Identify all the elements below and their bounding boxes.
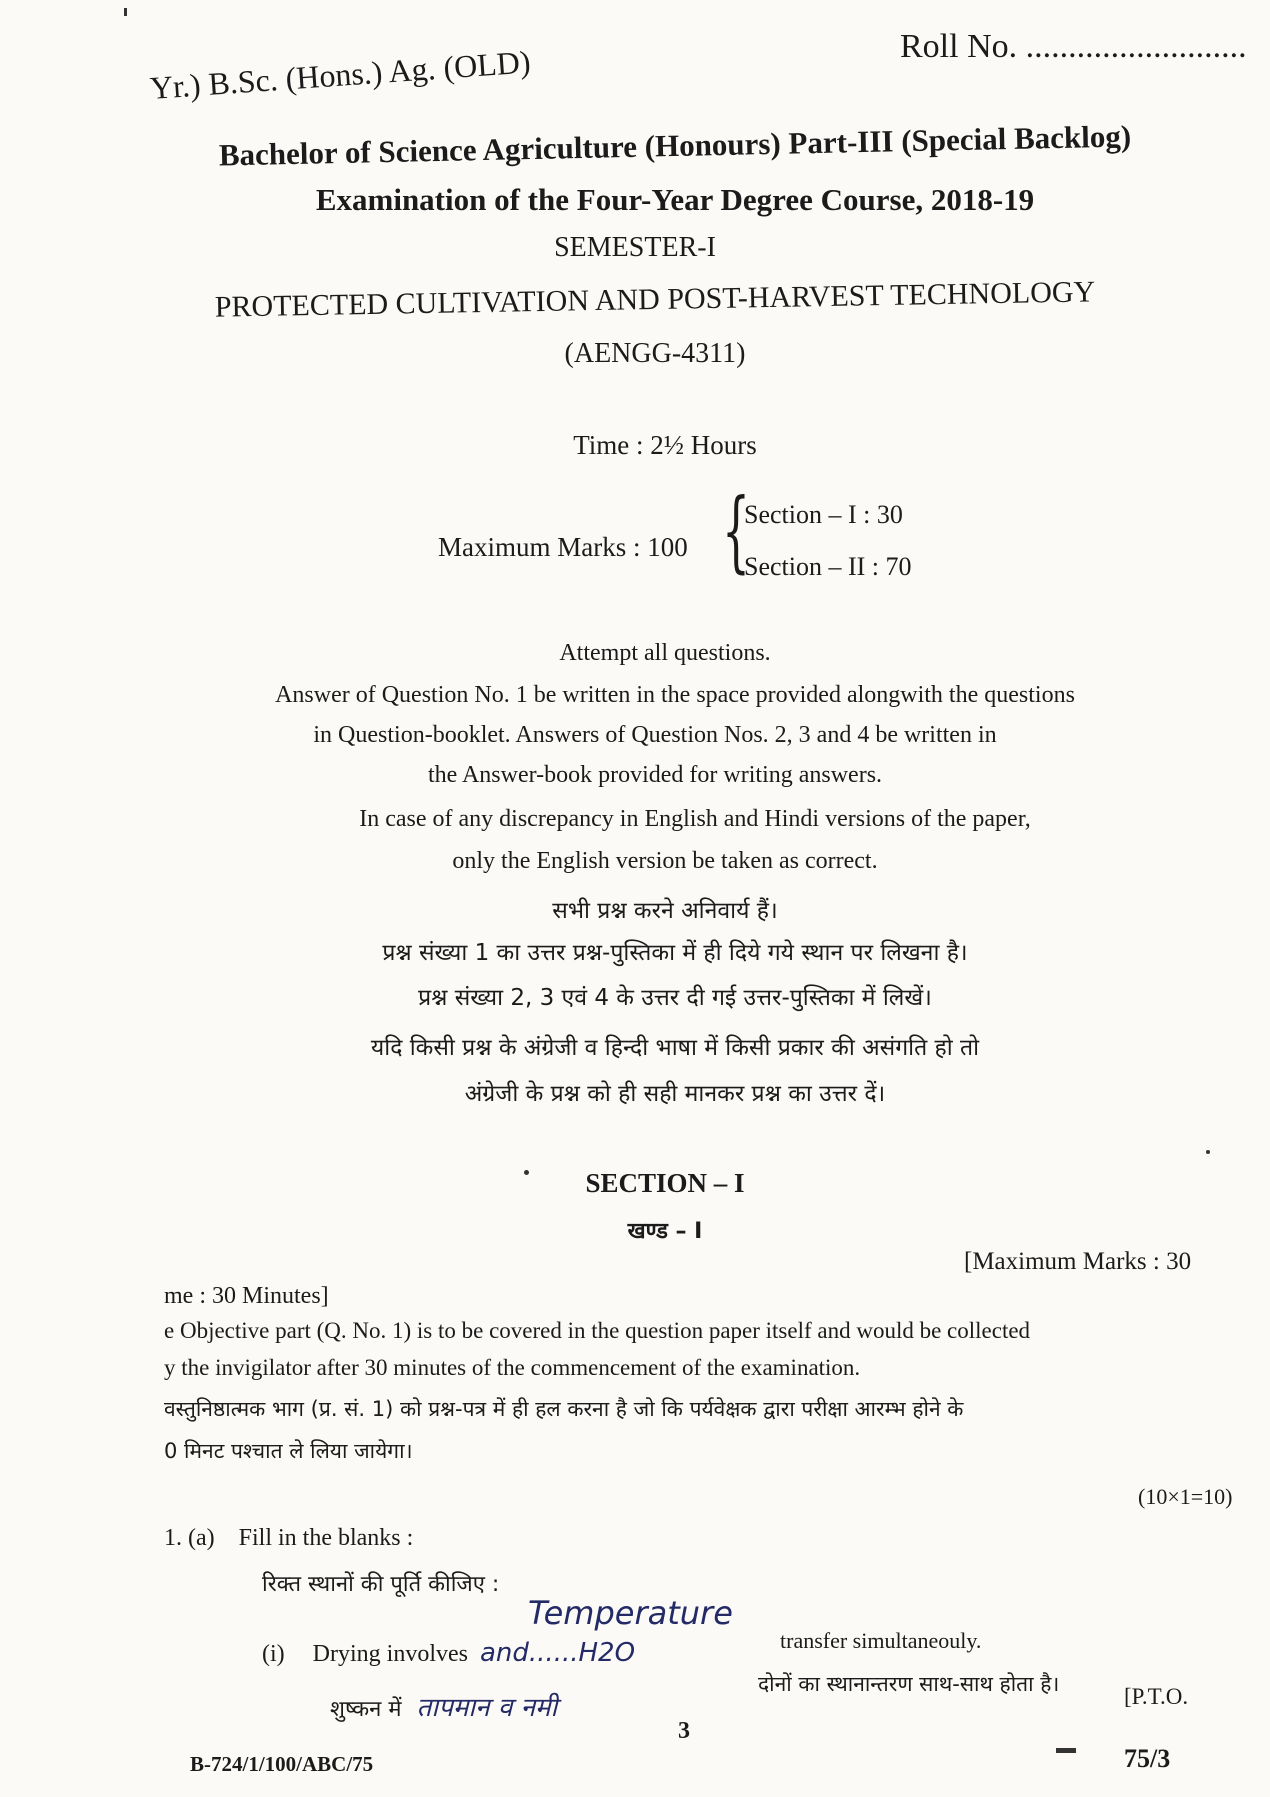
instruction-line: in Question-booklet. Answers of Question Nos. 2, 3 and 4 be written in xyxy=(313,722,997,748)
title-line-2: Examination of the Four-Year Degree Course, 2018-19 xyxy=(315,182,1035,217)
instruction-hindi-line: प्रश्न संख्या 2, 3 एवं 4 के उत्तर दी गई उत्तर-पुस्तिका में लिखें। xyxy=(418,985,932,1011)
instruction-line: only the English version be taken as correct. xyxy=(452,848,878,874)
question-score: (10×1=10) xyxy=(1138,1484,1233,1509)
scan-mark xyxy=(1056,1748,1076,1753)
max-marks: Maximum Marks : 100 xyxy=(438,532,688,562)
item-text: Drying involves xyxy=(312,1641,468,1667)
question-item-i xyxy=(262,1638,635,1668)
section2-marks: Section – II : 70 xyxy=(744,552,912,581)
paper-code: B-724/1/100/ABC/75 xyxy=(190,1752,374,1776)
title-line-1: Bachelor of Science Agriculture (Honours) Part-III (Special Backlog) xyxy=(218,118,1132,173)
page-ref: 75/3 xyxy=(1124,1744,1171,1773)
section-note: e Objective part (Q. No. 1) is to be covered in the question paper itself and would be collected xyxy=(164,1318,1031,1343)
section-time: me : 30 Minutes] xyxy=(164,1283,329,1309)
roll-number: Roll No. .......................... xyxy=(900,28,1247,65)
handwritten-answer: Temperature xyxy=(528,1594,733,1632)
instruction-line: In case of any discrepancy in English and Hindi versions of the paper, xyxy=(359,806,1031,832)
course-code-line: Yr.) B.Sc. (Hons.) Ag. (OLD) xyxy=(148,43,532,106)
question-1 xyxy=(164,1525,413,1552)
item-text-hindi: शुष्कन में तापमान व नमी xyxy=(330,1693,558,1723)
handwritten-answer: and......H2O xyxy=(479,1638,636,1668)
instruction-line: the Answer-book provided for writing answers. xyxy=(427,762,883,788)
item-text: transfer simultaneouly. xyxy=(780,1628,982,1653)
instruction-hindi-line: यदि किसी प्रश्न के अंग्रेजी व हिन्दी भाषा में किसी प्रकार की असंगति हो तो xyxy=(370,1035,980,1061)
instruction-line: Answer of Question No. 1 be written in the space provided alongwith the questions xyxy=(275,682,1075,708)
instruction-hindi-line: प्रश्न संख्या 1 का उत्तर प्रश्न-पुस्तिका में ही दिये गये स्थान पर लिखना है। xyxy=(382,940,968,966)
pto-label: [P.T.O. xyxy=(1124,1684,1189,1709)
section-note-hindi: 0 मिनट पश्चात ले लिया जायेगा। xyxy=(164,1439,413,1463)
instruction-hindi-line: सभी प्रश्न करने अनिवार्य हैं। xyxy=(552,898,778,924)
section-note: y the invigilator after 30 minutes of the commencement of the examination. xyxy=(164,1355,861,1380)
question-text-hindi: रिक्त स्थानों की पूर्ति कीजिए : xyxy=(262,1572,500,1597)
question-text: Fill in the blanks : xyxy=(238,1525,414,1551)
section-max-marks: [Maximum Marks : 30 xyxy=(964,1248,1192,1275)
instruction-hindi-line: अंग्रेजी के प्रश्न को ही सही मानकर प्रश्न का उत्तर दें। xyxy=(464,1081,886,1107)
exam-time: Time : 2½ Hours xyxy=(573,430,757,460)
question-number: 1. (a) xyxy=(164,1525,215,1551)
instruction-line: Attempt all questions. xyxy=(559,640,771,666)
handwritten-answer: तापमान व नमी xyxy=(416,1693,558,1723)
subject-title: PROTECTED CULTIVATION AND POST-HARVEST TECHNOLOGY xyxy=(214,275,1096,324)
semester: SEMESTER-I xyxy=(554,232,716,263)
section1-marks: Section – I : 30 xyxy=(744,500,903,529)
brace-icon: { xyxy=(722,479,750,582)
subject-code: (AENGG-4311) xyxy=(564,338,746,369)
section-heading: SECTION – I xyxy=(585,1168,745,1198)
section-note-hindi: वस्तुनिष्ठात्मक भाग (प्र. सं. 1) को प्रश्न-पत्र में ही हल करना है जो कि पर्यवेक्षक द्वारा परीक्षा आरम्भ होने के xyxy=(164,1397,964,1421)
item-number: (i) xyxy=(262,1641,285,1667)
item-text-hindi: दोनों का स्थानान्तरण साथ-साथ होता है। xyxy=(758,1672,1060,1696)
scan-dot xyxy=(1206,1150,1210,1154)
section-heading-hindi: खण्ड – I xyxy=(627,1219,703,1244)
page-number: 3 xyxy=(678,1718,690,1744)
scan-mark xyxy=(124,8,127,16)
